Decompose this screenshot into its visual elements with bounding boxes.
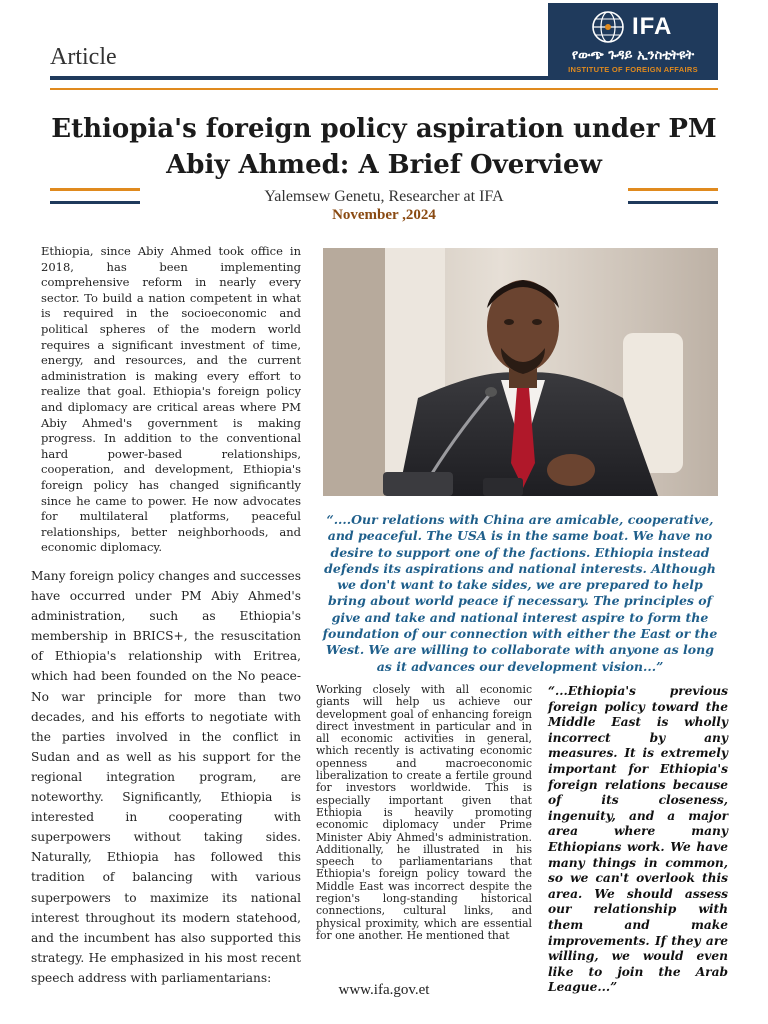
author-line: Yalemsew Genetu, Researcher at IFA bbox=[264, 188, 504, 205]
globe-icon bbox=[590, 9, 626, 45]
body-paragraph-middle: Working closely with all economic giants will help us achieve our development goal of enhancing foreign direct investment in particular and in all economic activities in general, which recently is activating economic openness and macroeconomic liberalization to create a fertile ground for investors worldwide. This is especially important given that Ethiopia is heavily promoting economic diplomacy under Prime Minister Abiy Ahmed's administration. Additionally, he illustrated in his speech to parliamentarians that Ethiopia's foreign policy toward the Middle East was incorrect despite the region's long-standing historical connections, cultural links, and physical proximity, which are essential for one another. He mentioned that bbox=[316, 683, 532, 942]
logo-amharic-name: የውጭ ጉዳይ ኢንስቲትዩት bbox=[571, 48, 695, 63]
header-divider-navy bbox=[50, 76, 718, 80]
website-link[interactable]: www.ifa.gov.et bbox=[338, 982, 430, 998]
logo-acronym: IFA bbox=[632, 13, 673, 40]
header-divider-orange bbox=[50, 88, 718, 90]
intro-paragraph: Ethiopia, since Abiy Ahmed took office in 2018, has been implementing comprehensive reform in nearly every sector. To build a nation competent in what is required in the socioeconomic and political spheres of the modern world requires a significant investment of time, energy, and resources, and the current administration is making every effort to realize that goal. Ethiopia's foreign policy and diplomacy are critical areas where PM Abiy Ahmed's government is making progress. In addition to the conventional hard power-based relationships, cooperation, and development, Ethiopia's foreign policy has changed significantly since he came to power. He now advocates for multilateral platforms, peaceful relationships, better neighborhoods, and economic diplomacy. bbox=[41, 244, 301, 555]
article-title: Ethiopia's foreign policy aspiration under PM Abiy Ahmed: A Brief Overview bbox=[51, 114, 717, 180]
ifa-logo bbox=[548, 3, 718, 78]
speaker-photo bbox=[323, 248, 718, 496]
middle-east-quote: “...Ethiopia's previous foreign policy toward the Middle East is wholly incorrect by any measures. It is extremely important for Ethiopia's foreign relations because of its closeness, ingenuity, and a major area where many Ethiopians work. We have many things in common, so we can't overlook this area. We should assess our relationship with them and make improvements. If they are willing, we would even like to join the Arab League...” bbox=[548, 684, 728, 995]
logo-english-name: INSTITUTE OF FOREIGN AFFAIRS bbox=[568, 65, 698, 74]
china-usa-quote: “....Our relations with China are amicable, cooperative, and peaceful. The USA is in the same boat. We have no desire to support one of the factions. Ethiopia instead defends its aspirations and national interests. Although we don't want to take sides, we are prepared to help bring about world peace if necessary. The principles of give and take and national interest aspire to form the foundation of our connection with either the East or the West. We are willing to collaborate with anyone as long as it advances our development vision...” bbox=[322, 512, 718, 674]
publication-date: November ,2024 bbox=[332, 207, 436, 223]
body-paragraph-left: Many foreign policy changes and successes have occurred under PM Abiy Ahmed's administration, such as Ethiopia's membership in BRICS+, the resuscitation of Ethiopia's relationship with Eritrea, which had been founded on the No peace- No war principle for more than two decades, and his efforts to negotiate with the parties involved in the conflict in Sudan and as well as his support for the regional integration program, are noteworthy. Significantly, Ethiopia is interested in cooperating with superpowers without taking sides. Naturally, Ethiopia has followed this tradition of balancing with various superpowers to maximize its national interest throughout its modern statehood, and the incumbent has also supported this strategy. He emphasized in his most recent speech address with parliamentarians: bbox=[31, 569, 301, 985]
section-label: Article bbox=[50, 44, 117, 70]
